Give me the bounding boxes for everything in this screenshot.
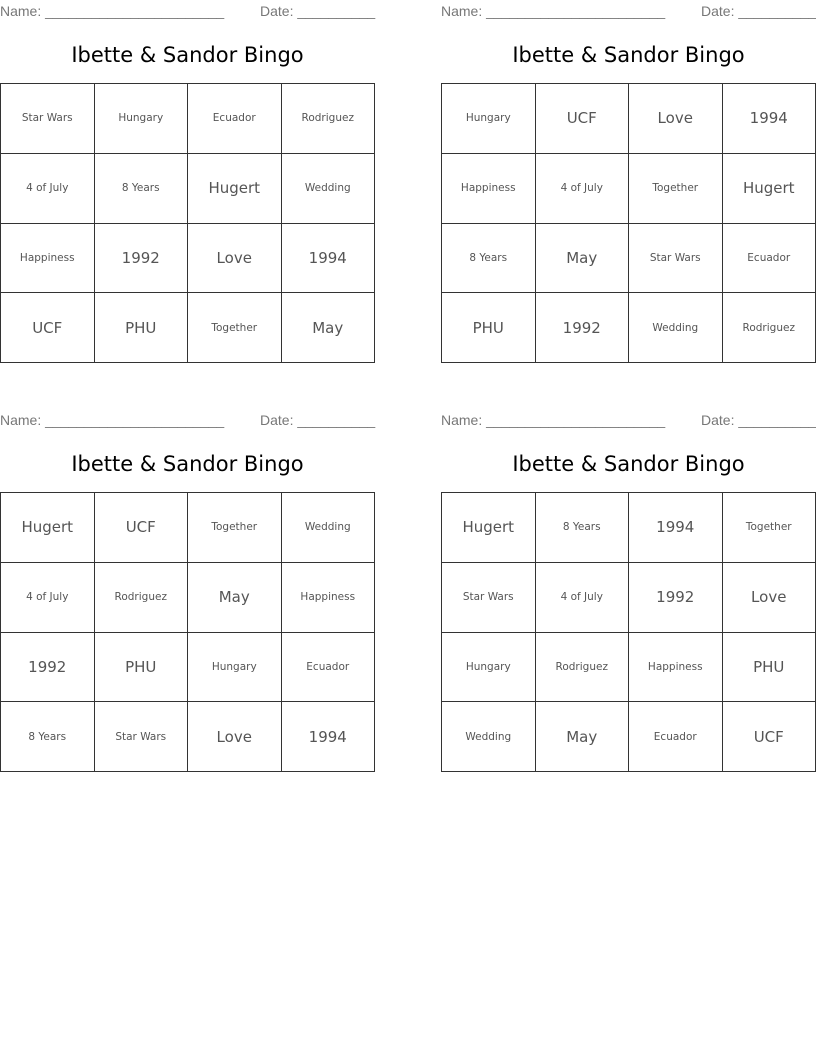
bingo-cell: Together [723,493,816,563]
bingo-cell: Star Wars [1,84,95,154]
bingo-cell: PHU [442,293,536,363]
bingo-cell: May [282,293,376,363]
bingo-cell: Hugert [188,154,282,224]
bingo-cell: May [536,224,630,294]
bingo-cell: Wedding [282,154,376,224]
bingo-cell: Hungary [442,633,536,703]
bingo-card [0,409,375,779]
bingo-cell: Rodriguez [536,633,630,703]
bingo-cell: Together [629,154,723,224]
bingo-cell: Ecuador [629,702,723,772]
bingo-cell: 1994 [723,84,816,154]
bingo-cell: 1992 [629,563,723,633]
bingo-cell: Hugert [1,493,95,563]
bingo-cell: Star Wars [629,224,723,294]
date-field-label: Date: __________ [260,3,376,19]
bingo-cell: UCF [536,84,630,154]
bingo-cell: 4 of July [1,563,95,633]
bingo-cell: Hungary [188,633,282,703]
bingo-cell: 8 Years [536,493,630,563]
bingo-card [0,0,375,370]
card-title: Ibette & Sandor Bingo [71,43,304,67]
bingo-grid [441,83,816,363]
bingo-cell: Love [188,702,282,772]
bingo-cell: Happiness [282,563,376,633]
bingo-cell: May [536,702,630,772]
bingo-cell: Ecuador [282,633,376,703]
card-title: Ibette & Sandor Bingo [71,452,304,476]
bingo-cell: 8 Years [1,702,95,772]
bingo-cell: 1994 [282,224,376,294]
bingo-cell: Hugert [442,493,536,563]
bingo-cell: Happiness [1,224,95,294]
bingo-cell: Happiness [442,154,536,224]
bingo-cell: Rodriguez [723,293,816,363]
date-field-label: Date: __________ [701,412,816,428]
bingo-grid [441,492,816,772]
bingo-cell: 1994 [282,702,376,772]
bingo-cell: 1992 [536,293,630,363]
bingo-cell: 1992 [95,224,189,294]
bingo-cell: Star Wars [442,563,536,633]
bingo-cell: Wedding [629,293,723,363]
bingo-grid [0,492,375,772]
bingo-cell: 8 Years [95,154,189,224]
bingo-cell: Together [188,493,282,563]
bingo-card [441,0,816,370]
bingo-cell: Star Wars [95,702,189,772]
bingo-grid [0,83,375,363]
bingo-cell: Ecuador [188,84,282,154]
bingo-cell: 1992 [1,633,95,703]
bingo-cell: Happiness [629,633,723,703]
bingo-cell: 4 of July [536,563,630,633]
bingo-cell: Rodriguez [282,84,376,154]
bingo-cell: UCF [95,493,189,563]
bingo-cell: May [188,563,282,633]
card-title: Ibette & Sandor Bingo [512,452,745,476]
date-field-label: Date: __________ [260,412,376,428]
name-field-label: Name: _______________________ [441,3,666,19]
bingo-cell: Hugert [723,154,816,224]
bingo-cell: PHU [723,633,816,703]
bingo-cell: UCF [1,293,95,363]
bingo-cell: PHU [95,633,189,703]
bingo-cell: Together [188,293,282,363]
name-field-label: Name: _______________________ [0,3,225,19]
name-field-label: Name: _______________________ [0,412,225,428]
name-field-label: Name: _______________________ [441,412,666,428]
bingo-cell: Wedding [442,702,536,772]
date-field-label: Date: __________ [701,3,816,19]
bingo-cell: 1994 [629,493,723,563]
bingo-cell: 8 Years [442,224,536,294]
bingo-cell: PHU [95,293,189,363]
bingo-cell: 4 of July [1,154,95,224]
bingo-cell: Ecuador [723,224,816,294]
bingo-cell: UCF [723,702,816,772]
card-title: Ibette & Sandor Bingo [512,43,745,67]
bingo-cell: Love [723,563,816,633]
bingo-cell: Hungary [442,84,536,154]
bingo-cell: Hungary [95,84,189,154]
bingo-card [441,409,816,779]
bingo-cell: Love [629,84,723,154]
bingo-cell: Love [188,224,282,294]
bingo-cell: Wedding [282,493,376,563]
bingo-cell: 4 of July [536,154,630,224]
bingo-cell: Rodriguez [95,563,189,633]
